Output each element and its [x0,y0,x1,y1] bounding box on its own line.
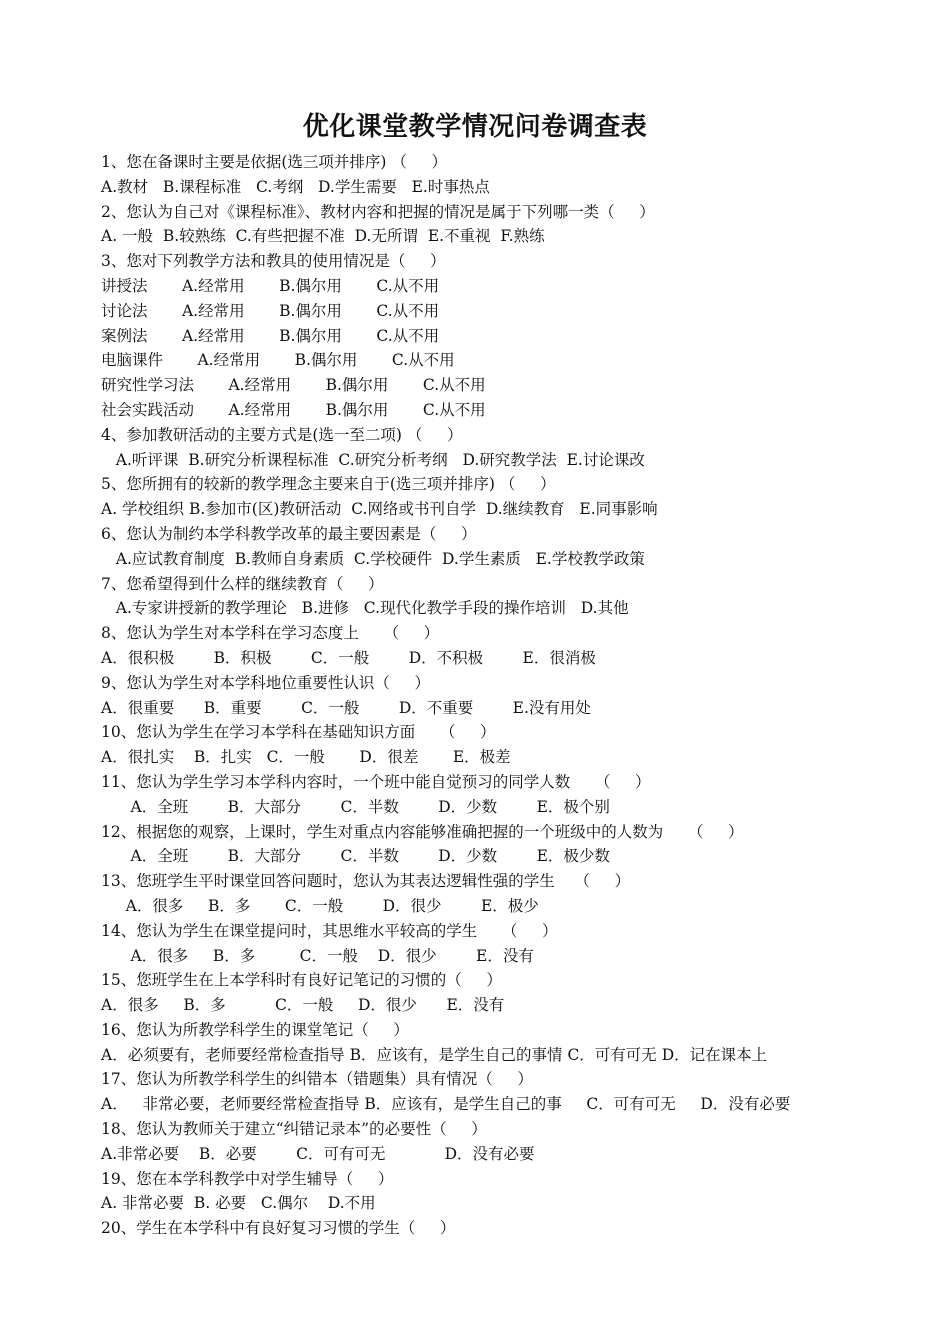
questionnaire-line: 案例法 A.经常用 B.偶尔用 C.从不用 [101,326,440,345]
questionnaire-line: 4、参加教研活动的主要方式是(选一至二项) （ ） [101,425,463,444]
questionnaire-line: 电脑课件 A.经常用 B.偶尔用 C.从不用 [101,351,455,370]
questionnaire-line: 17、您认为所教学科学生的纠错本（错题集）具有情况（ ） [101,1070,533,1089]
questionnaire-body [101,150,931,1241]
questionnaire-line: A．必须要有，老师要经常检查指导 B．应该有，是学生自己的事情 C．可有可无 D．记在课本上 [101,1045,768,1064]
questionnaire-line: 10、您认为学生在学习本学科在基础知识方面 （ ） [101,723,496,742]
questionnaire-line: A. 一般 B.较熟练 C.有些把握不准 D.无所谓 E.不重视 F.熟练 [101,227,545,246]
questionnaire-line: 3、您对下列教学方法和教具的使用情况是（ ） [101,252,446,271]
questionnaire-line: 5、您所拥有的较新的教学理念主要来自于(选三项并排序) （ ） [101,475,556,494]
questionnaire-line: A．很扎实 B．扎实 C．一般 D．很差 E．极差 [101,748,511,767]
questionnaire-line: 19、您在本学科教学中对学生辅导（ ） [101,1169,394,1188]
questionnaire-line: 8、您认为学生对本学科在学习态度上 （ ） [101,624,440,643]
questionnaire-line: 6、您认为制约本学科教学改革的最主要因素是（ ） [101,524,477,543]
questionnaire-line: A.应试教育制度 B.教师自身素质 C.学校硬件 D.学生素质 E.学校教学政策 [101,549,645,568]
questionnaire-line: A．很多 B．多 C．一般 D．很少 E．极少 [101,896,539,915]
questionnaire-line: 7、您希望得到什么样的继续教育（ ） [101,574,384,593]
questionnaire-line: A．很积极 B．积极 C．一般 D．不积极 E．很消极 [101,648,596,667]
questionnaire-line: A. 非常必要 B. 必要 C.偶尔 D.不用 [101,1194,376,1213]
questionnaire-line: A． 非常必要，老师要经常检查指导 B．应该有，是学生自己的事 C．可有可无 D．没有必要 [101,1095,791,1114]
questionnaire-line: 13、您班学生平时课堂回答问题时，您认为其表达逻辑性强的学生 （ ） [101,872,631,891]
questionnaire-line: A．很多 B．多 C．一般 D．很少 E．没有 [101,996,505,1015]
questionnaire-line: 讲授法 A.经常用 B.偶尔用 C.从不用 [101,276,440,295]
questionnaire-line: A．很多 B．多 C．一般 D．很少 E．没有 [101,946,534,965]
questionnaire-line: A.专家讲授新的教学理论 B.进修 C.现代化教学手段的操作培训 D.其他 [101,599,629,618]
questionnaire-line: A.非常必要 B．必要 C．可有可无 D．没有必要 [101,1144,535,1163]
questionnaire-line: 2、您认为自己对《课程标准》、教材内容和把握的情况是属于下列哪一类（ ） [101,202,655,221]
questionnaire-line: A.听评课 B.研究分析课程标准 C.研究分析考纲 D.研究教学法 E.讨论课改 [101,450,645,469]
questionnaire-line: 社会实践活动 A.经常用 B.偶尔用 C.从不用 [101,400,486,419]
questionnaire-line: A. 学校组织 B.参加市(区)教研活动 C.网络或书刊自学 D.继续教育 E.同事影响 [101,500,658,519]
questionnaire-line: 16、您认为所教学科学生的课堂笔记（ ） [101,1020,409,1039]
questionnaire-line: 14、您认为学生在课堂提问时，其思维水平较高的学生 （ ） [101,921,558,940]
questionnaire-line: 讨论法 A.经常用 B.偶尔用 C.从不用 [101,301,440,320]
questionnaire-line: 9、您认为学生对本学科地位重要性认识（ ） [101,673,430,692]
questionnaire-line: 11、您认为学生学习本学科内容时，一个班中能自觉预习的同学人数 （ ） [101,772,651,791]
questionnaire-line: 18、您认为教师关于建立“纠错记录本”的必要性（ ） [101,1120,487,1139]
questionnaire-line: A．全班 B．大部分 C．半数 D．少数 E．极个别 [101,797,610,816]
questionnaire-line: A．很重要 B．重要 C．一般 D．不重要 E.没有用处 [101,698,591,717]
questionnaire-line: A．全班 B．大部分 C．半数 D．少数 E．极少数 [101,847,610,866]
questionnaire-line: 1、您在备课时主要是依据(选三项并排序) （ ） [101,153,448,171]
questionnaire-line: 研究性学习法 A.经常用 B.偶尔用 C.从不用 [101,376,486,395]
questionnaire-line: 12、根据您的观察，上课时，学生对重点内容能够准确把握的一个班级中的人数为 （ ） [101,822,744,841]
questionnaire-line: 15、您班学生在上本学科时有良好记笔记的习惯的（ ） [101,971,502,990]
questionnaire-line: A.教材 B.课程标准 C.考纲 D.学生需要 E.时事热点 [101,177,490,196]
questionnaire-line: 20、学生在本学科中有良好复习习惯的学生（ ） [101,1219,456,1238]
page-title: 优化课堂教学情况问卷调查表 [302,112,648,142]
